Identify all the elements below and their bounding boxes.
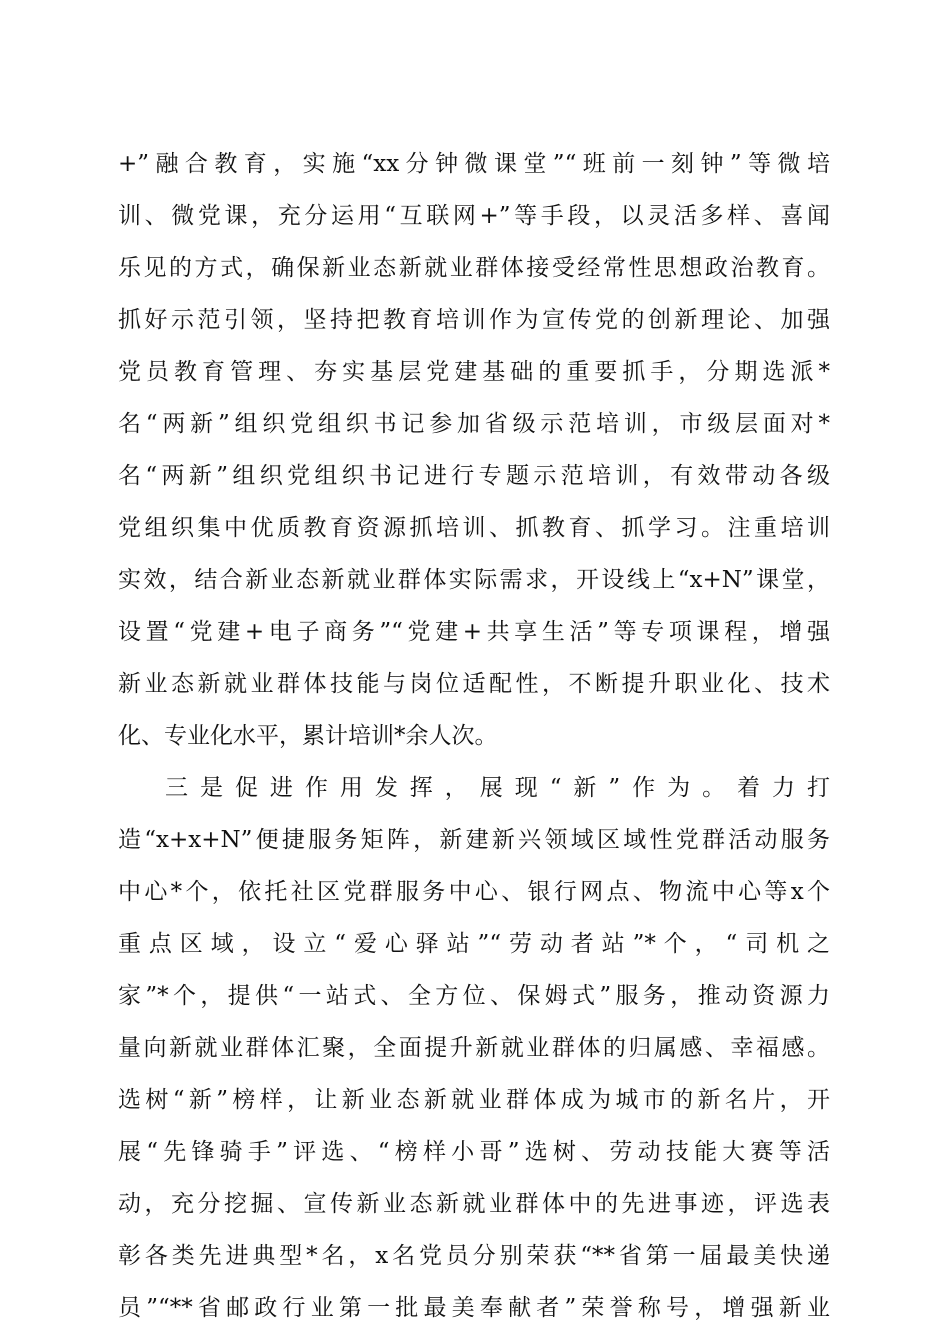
text-line: 实效，结合新业态新就业群体实际需求，开设线上“x+N”课堂， (118, 567, 830, 593)
text-line: 中心*个，依托社区党群服务中心、银行网点、物流中心等x个 (118, 879, 830, 905)
text-line: 设置“党建+电子商务”“党建+共享生活”等专项课程，增强 (118, 619, 830, 645)
text-line: 展“先锋骑手”评选、“榜样小哥”选树、劳动技能大赛等活 (118, 1139, 830, 1165)
text-line: 家”*个，提供“一站式、全方位、保姆式”服务，推动资源力 (118, 983, 830, 1009)
text-line: 党员教育管理、夯实基层党建基础的重要抓手，分期选派* (118, 359, 830, 385)
text-line: 名“两新”组织党组织书记参加省级示范培训，市级层面对* (118, 411, 830, 437)
text-line: 抓好示范引领，坚持把教育培训作为宣传党的创新理论、加强 (118, 307, 830, 333)
text-line: +”融合教育，实施“xx分钟微课堂”“班前一刻钟”等微培 (118, 151, 830, 177)
text-line: 化、专业化水平，累计培训*余人次。 (118, 723, 498, 749)
text-line: 量向新就业群体汇聚，全面提升新就业群体的归属感、幸福感。 (118, 1035, 830, 1061)
text-line: 造“x+x+N”便捷服务矩阵，新建新兴领域区域性党群活动服务 (118, 827, 830, 853)
paragraph-1 (118, 138, 830, 762)
text-line: 乐见的方式，确保新业态新就业群体接受经常性思想政治教育。 (118, 255, 830, 281)
text-line: 选树“新”榜样，让新业态新就业群体成为城市的新名片，开 (118, 1087, 830, 1113)
text-line: 动，充分挖掘、宣传新业态新就业群体中的先进事迹，评选表 (118, 1191, 830, 1217)
text-line: 三是促进作用发挥，展现“新”作为。着力打 (165, 775, 830, 801)
text-line: 重点区域，设立“爱心驿站”“劳动者站”*个，“司机之 (118, 931, 830, 957)
text-line: 名“两新”组织党组织书记进行专题示范培训，有效带动各级 (118, 463, 830, 489)
paragraph-2 (118, 762, 830, 1334)
text-line: 新业态新就业群体技能与岗位适配性，不断提升职业化、技术 (118, 671, 830, 697)
text-line: 训、微党课，充分运用“互联网+”等手段，以灵活多样、喜闻 (118, 203, 830, 229)
document-body (118, 138, 830, 1334)
text-line: 员”“**省邮政行业第一批最美奉献者”荣誉称号，增强新业 (118, 1295, 830, 1321)
text-line: 党组织集中优质教育资源抓培训、抓教育、抓学习。注重培训 (118, 515, 830, 541)
text-line: 彰各类先进典型*名，x名党员分别荣获“**省第一届最美快递 (118, 1243, 830, 1269)
